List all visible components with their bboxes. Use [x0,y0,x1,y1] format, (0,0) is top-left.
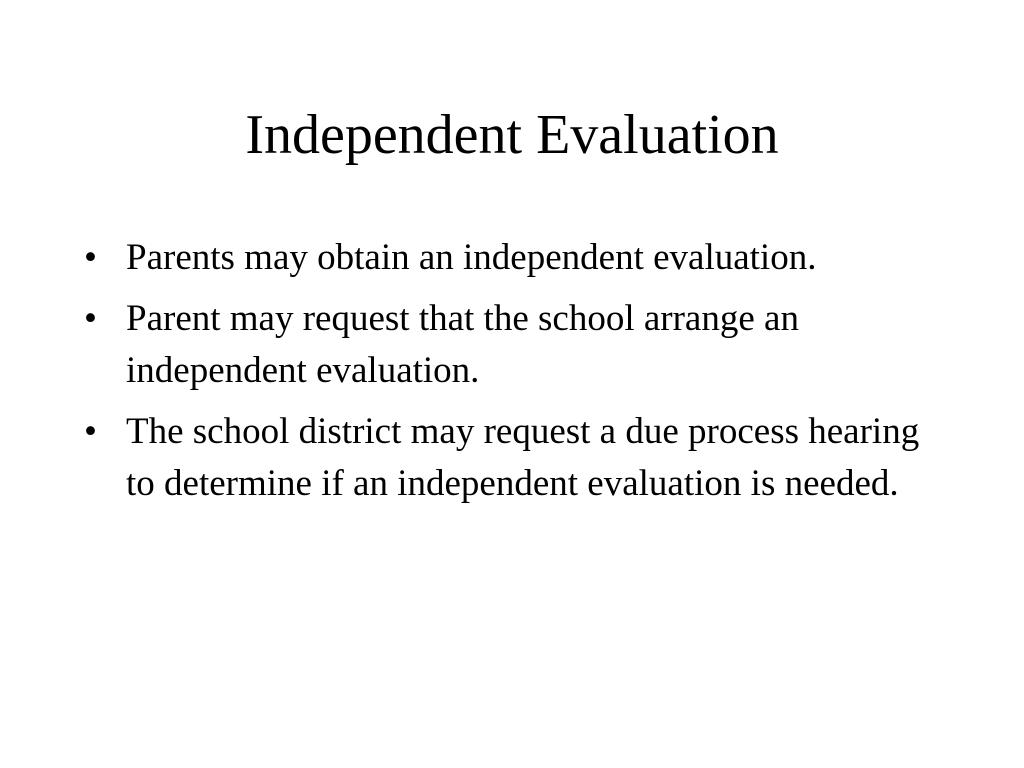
slide-title: Independent Evaluation [245,104,779,166]
bullet-marker: • [84,298,97,339]
bullet-item [84,293,924,397]
bullet-item [84,232,924,284]
bullet-text: The school district may request a due process hearing to determine if an independent evaluation is needed. [126,411,920,504]
bullet-marker: • [84,237,97,278]
bullet-marker: • [84,411,97,452]
bullet-text: Parents may obtain an independent evaluation. [126,237,817,278]
bullet-item [84,406,924,510]
bullet-text: Parent may request that the school arrange an independent evaluation. [126,298,799,391]
bullet-list [84,232,924,519]
